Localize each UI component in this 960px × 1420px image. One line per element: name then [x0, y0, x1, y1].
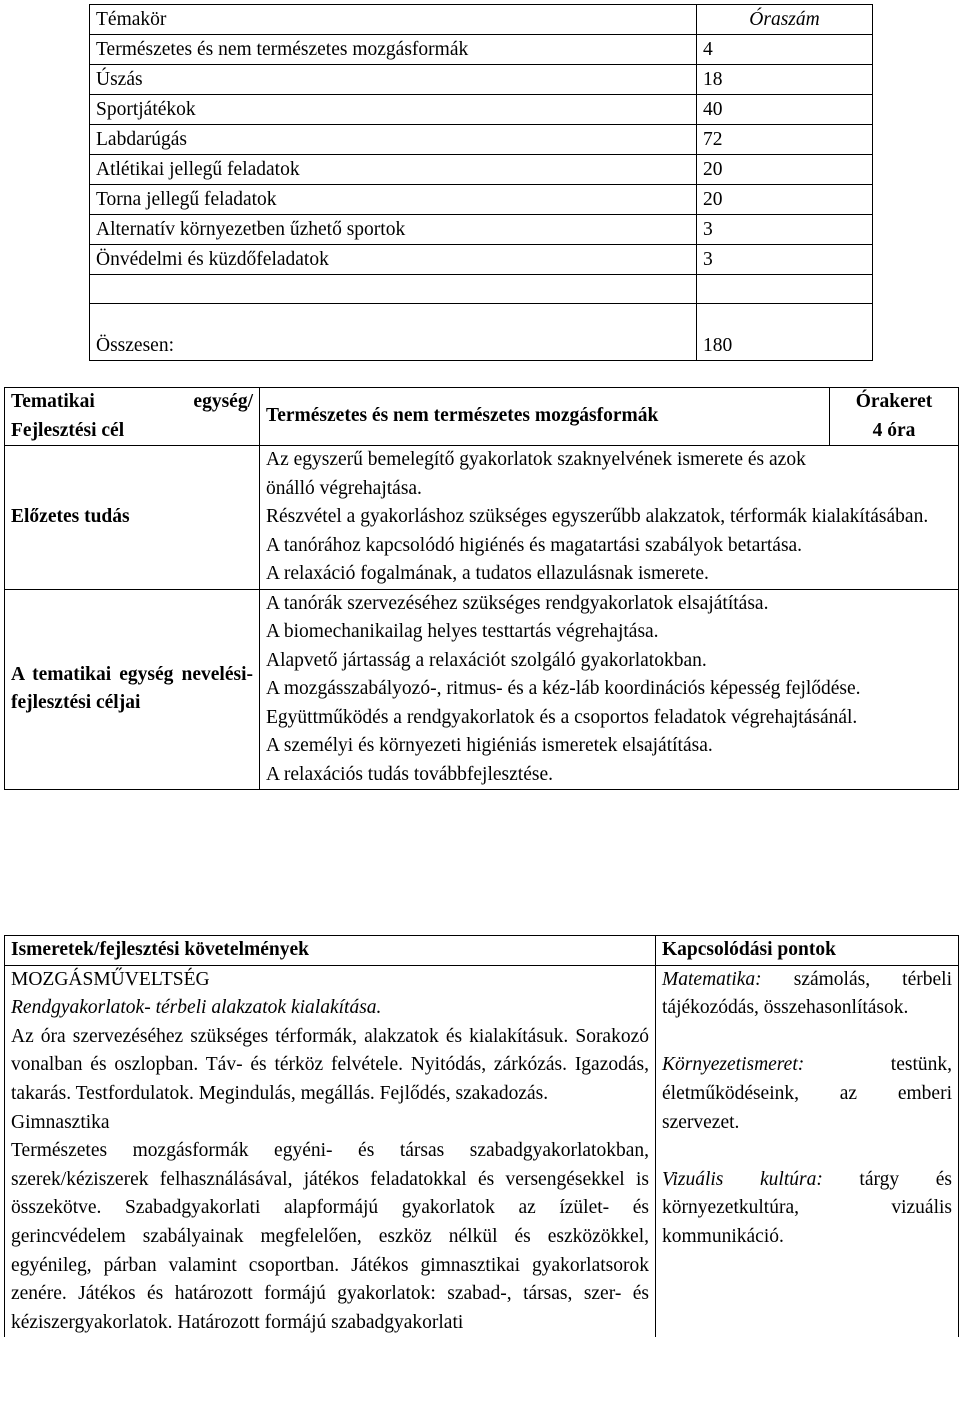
link-text: testünk, életműködéseink, az emberi szervezet.	[662, 1054, 952, 1133]
prior-item: Az egyszerű bemelegítő gyakorlatok szaknyelvének ismerete és azok	[266, 449, 806, 470]
empty-cell	[697, 275, 873, 304]
prior-item: A tanórához kapcsolódó higiénés és magatartási szabályok betartása.	[266, 534, 803, 556]
unit-title: Természetes és nem természetes mozgásformák	[260, 388, 830, 446]
section-title: MOZGÁSMŰVELTSÉG	[11, 968, 210, 990]
hours-cell: 40	[697, 95, 873, 125]
topic-cell: Természetes és nem természetes mozgásformák	[90, 35, 697, 65]
topics-header-row	[90, 5, 873, 35]
link-text: számolás, térbeli tájékozódás, összehasonlítások.	[662, 968, 952, 1019]
link-subject: Vizuális kultúra:	[662, 1168, 823, 1190]
goal-item: A személyi és környezeti higiéniás ismeretek elsajátítása.	[266, 735, 713, 756]
topic-cell: Önvédelmi és küzdőfeladatok	[90, 245, 697, 275]
hours-cell: 20	[697, 185, 873, 215]
link-subject: Környezetismeret:	[662, 1054, 805, 1076]
goal-item: A biomechanikailag helyes testtartás végrehajtása.	[266, 621, 659, 642]
table-row	[90, 95, 873, 125]
topic-cell: Labdarúgás	[90, 125, 697, 155]
table-row	[90, 35, 873, 65]
goal-item: Együttműködés a rendgyakorlatok és a csoportos feladatok végrehajtásánál.	[266, 706, 858, 728]
goals-row	[5, 589, 959, 790]
topic-header: Témakör	[90, 5, 697, 35]
section-text: Az óra szervezéséhez szükséges térformák, alakzatok és kialakításuk. Sorakozó vonalban és oszlopban. Táv- és térköz felvétele. Nyitódás, zárkózás. Igazodás, takarás. Testfordulatok. Megindulás, megállás. Fejlődés, szakadozás.	[11, 1025, 649, 1104]
empty-cell	[90, 275, 697, 304]
unit-label-line-1: Tematikai egység/	[11, 391, 253, 412]
unit-header-row	[5, 388, 959, 446]
table-row	[90, 155, 873, 185]
total-label: Összesen:	[90, 304, 697, 361]
topic-cell: Úszás	[90, 65, 697, 95]
goals-label: A tematikai egység nevelési-fejlesztési céljai	[5, 589, 260, 790]
hours-header: Óraszám	[697, 5, 873, 35]
prior-item: önálló végrehajtása.	[266, 477, 422, 499]
hours-frame-value: 4 óra	[872, 419, 916, 441]
total-value: 180	[697, 304, 873, 361]
requirements-content-row	[5, 965, 959, 1337]
hours-cell: 3	[697, 215, 873, 245]
link-item	[662, 1051, 952, 1137]
empty-row	[90, 275, 873, 304]
topic-cell: Sportjátékok	[90, 95, 697, 125]
prior-item: A relaxáció fogalmának, a tudatos ellazulásnak ismerete.	[266, 563, 709, 584]
total-row	[90, 304, 873, 361]
goal-item: A mozgásszabályozó-, ritmus- és a kéz-láb koordinációs képesség fejlődése.	[266, 678, 861, 699]
links-content	[656, 965, 959, 1337]
link-subject: Matematika:	[662, 968, 762, 990]
link-item	[662, 1166, 952, 1252]
requirements-content	[5, 965, 656, 1337]
hours-frame	[830, 388, 959, 446]
prior-knowledge-row	[5, 446, 959, 590]
requirements-table	[4, 935, 959, 1337]
hours-cell: 20	[697, 155, 873, 185]
prior-item: Részvétel a gyakorláshoz szükséges egyszerűbb alakzatok, térformák kialakításában.	[266, 506, 929, 527]
topic-cell: Atlétikai jellegű feladatok	[90, 155, 697, 185]
section-text: Természetes mozgásformák egyéni- és társas szabadgyakorlatokban, szerek/kéziszerek felhasználásával, játékos feladatokkal és versengésekkel is összekötve. Szabadgyakorlati alapformájú gyakorlatok az ízület- és gerincvédelem szabályainak megfelelően, eszköz nélkül és eszközökkel, egyénileg, párban valamint csoportban. Játékos gimnasztikai gyakorlatsorok zenére. Játékos és határozott formájú gyakorlatok: szabad-, társas, szer- és kéziszergyakorlatok. Határozott formájú szabadgyakorlati	[11, 1140, 649, 1333]
hours-cell: 18	[697, 65, 873, 95]
unit-label-line-2: Fejlesztési cél	[11, 419, 125, 441]
prior-knowledge-content	[260, 446, 959, 590]
table-row	[90, 245, 873, 275]
section-subtitle: Rendgyakorlatok- térbeli alakzatok kialakítása.	[11, 997, 382, 1019]
unit-label	[5, 388, 260, 446]
goals-content	[260, 589, 959, 790]
topic-cell: Alternatív környezetben űzhető sportok	[90, 215, 697, 245]
hours-cell: 4	[697, 35, 873, 65]
link-item	[662, 966, 952, 1023]
goal-item: Alapvető jártasság a relaxációt szolgáló gyakorlatokban.	[266, 649, 707, 671]
requirements-header: Ismeretek/fejlesztési követelmények	[5, 936, 656, 966]
topics-table	[89, 4, 873, 361]
hours-cell: 3	[697, 245, 873, 275]
prior-knowledge-label: Előzetes tudás	[5, 446, 260, 590]
hours-cell: 72	[697, 125, 873, 155]
requirements-header-row	[5, 936, 959, 966]
table-row	[90, 185, 873, 215]
unit-table	[4, 387, 959, 790]
table-row	[90, 125, 873, 155]
link-text: tárgy és környezetkultúra, vizuális kommunikáció.	[662, 1168, 952, 1247]
topic-cell: Torna jellegű feladatok	[90, 185, 697, 215]
section-title: Gimnasztika	[11, 1111, 110, 1133]
table-row	[90, 65, 873, 95]
goal-item: A relaxációs tudás továbbfejlesztése.	[266, 763, 553, 785]
goal-item: A tanórák szervezéséhez szükséges rendgyakorlatok elsajátítása.	[266, 592, 769, 614]
table-row	[90, 215, 873, 245]
hours-frame-label: Órakeret	[855, 391, 933, 412]
links-header: Kapcsolódási pontok	[656, 936, 959, 966]
